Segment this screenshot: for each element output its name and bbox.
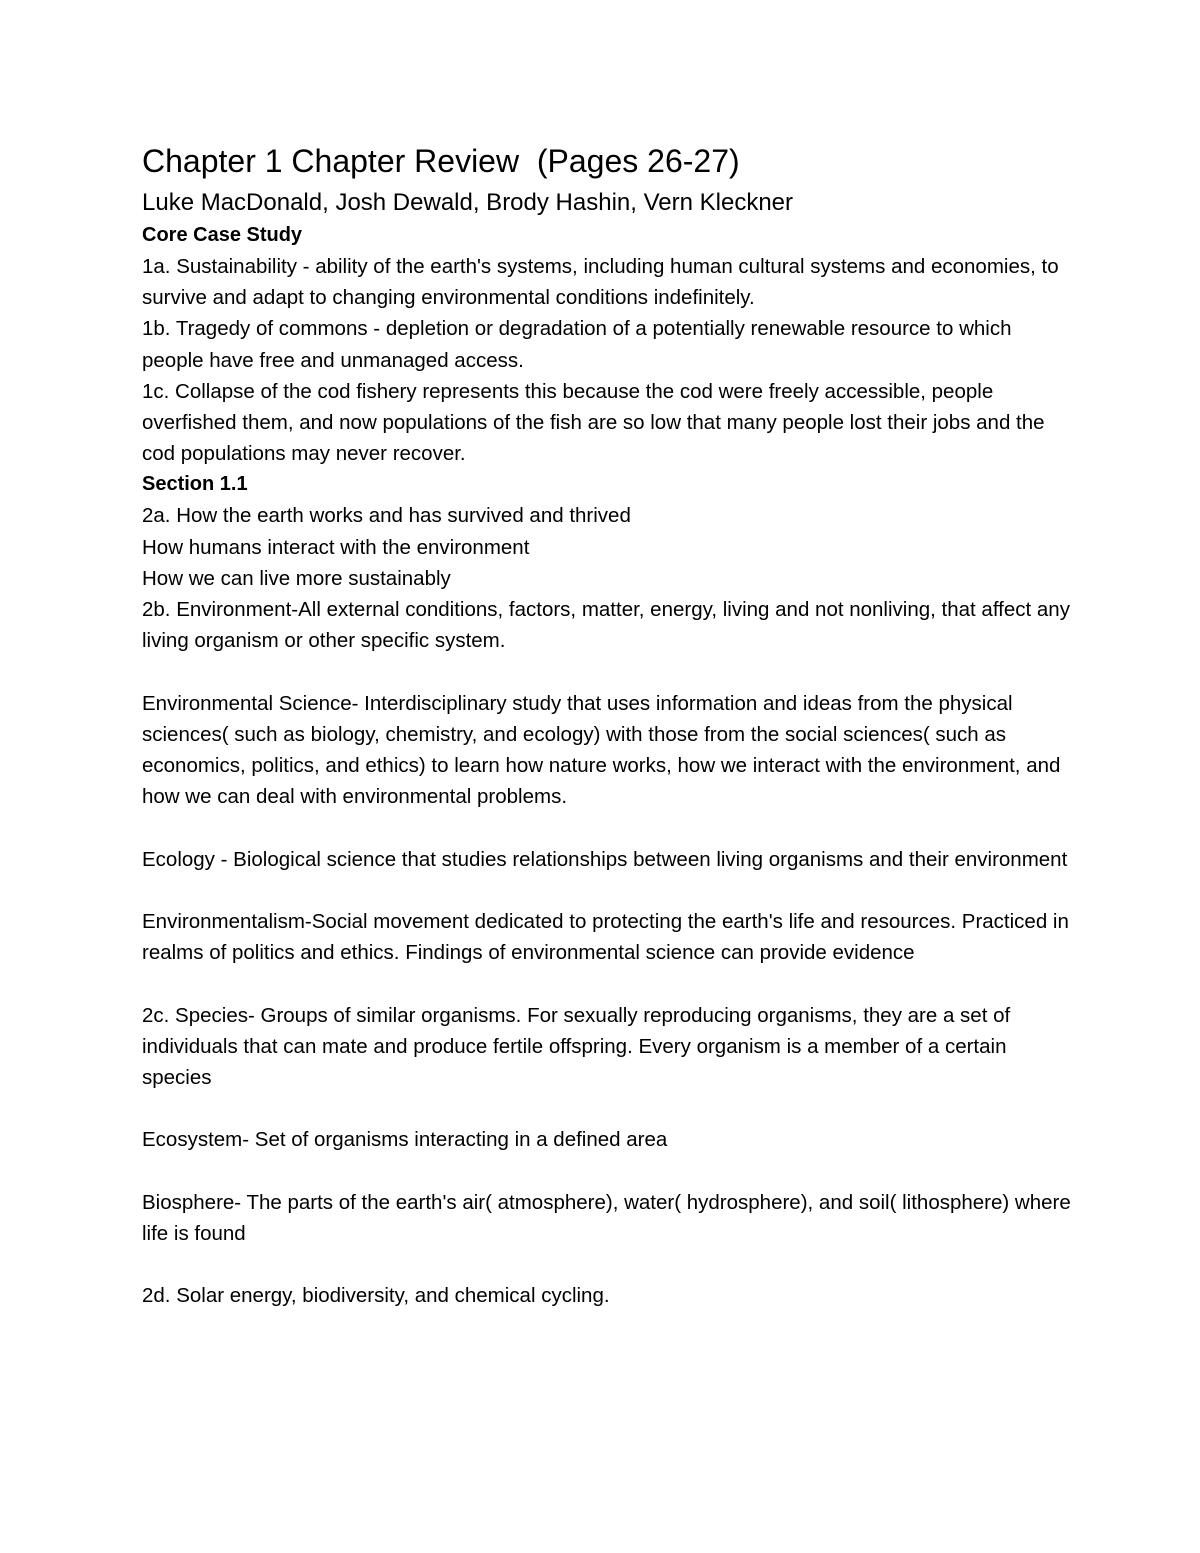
answer-2b-environment: 2b. Environment-All external conditions, factors, matter, energy, living and not nonliving, that affect any living organism or other specific system. <box>142 598 1070 653</box>
definition-ecology: Ecology - Biological science that studies relationships between living organisms and their environment <box>142 847 1068 871</box>
answer-2a-line-2: How humans interact with the environment <box>142 535 530 559</box>
document-title: Chapter 1 Chapter Review (Pages 26-27) <box>142 143 740 179</box>
answer-2d: 2d. Solar energy, biodiversity, and chemical cycling. <box>142 1284 610 1308</box>
answer-2c-species: 2c. Species- Groups of similar organisms. For sexually reproducing organisms, they are a set of individuals that can mate and produce fertile offspring. Every organism is a member of a certain species <box>142 1003 1011 1090</box>
paragraph-spacer <box>142 968 1072 999</box>
paragraph-spacer <box>142 1093 1072 1124</box>
definition-environmental-science: Environmental Science- Interdisciplinary study that uses information and ideas from the physical sciences( such as biology, chemistry, and ecology) with those from the social sciences( such as economics, politics, and ethics) to learn how nature works, how we interact with the environment, and how we can deal with environmental problems. <box>142 691 1061 809</box>
answer-1b: 1b. Tragedy of commons - depletion or degradation of a potentially renewable resource to which people have free and unmanaged access. <box>142 317 1012 372</box>
definition-ecosystem: Ecosystem- Set of organisms interacting in a defined area <box>142 1128 668 1152</box>
paragraph-spacer <box>142 812 1072 843</box>
answer-2a-line-3: How we can live more sustainably <box>142 566 451 590</box>
paragraph-spacer <box>142 1249 1072 1280</box>
definition-environmentalism: Environmentalism-Social movement dedicated to protecting the earth's life and resources. Practiced in realms of politics and ethics. Findings of environmental science can provide evidence <box>142 910 1069 965</box>
definition-biosphere: Biosphere- The parts of the earth's air( atmosphere), water( hydrosphere), and soil( lithosphere) where life is found <box>142 1190 1071 1245</box>
paragraph-spacer <box>142 875 1072 906</box>
document-page <box>142 140 1072 1312</box>
answer-2a-line-1: 2a. How the earth works and has survived and thrived <box>142 504 631 528</box>
answer-1a: 1a. Sustainability - ability of the earth's systems, including human cultural systems and economies, to survive and adapt to changing environmental conditions indefinitely. <box>142 255 1059 310</box>
authors-line: Luke MacDonald, Josh Dewald, Brody Hashin, Vern Kleckner <box>142 189 793 216</box>
core-case-study-heading: Core Case Study <box>142 224 303 246</box>
paragraph-spacer <box>142 656 1072 687</box>
section-1-1-heading: Section 1.1 <box>142 473 248 496</box>
answer-1c: 1c. Collapse of the cod fishery represents this because the cod were freely accessible, people overfished them, and now populations of the fish are so low that many people lost their jobs and the cod populations may never recover. <box>142 379 1045 466</box>
paragraph-spacer <box>142 1156 1072 1187</box>
